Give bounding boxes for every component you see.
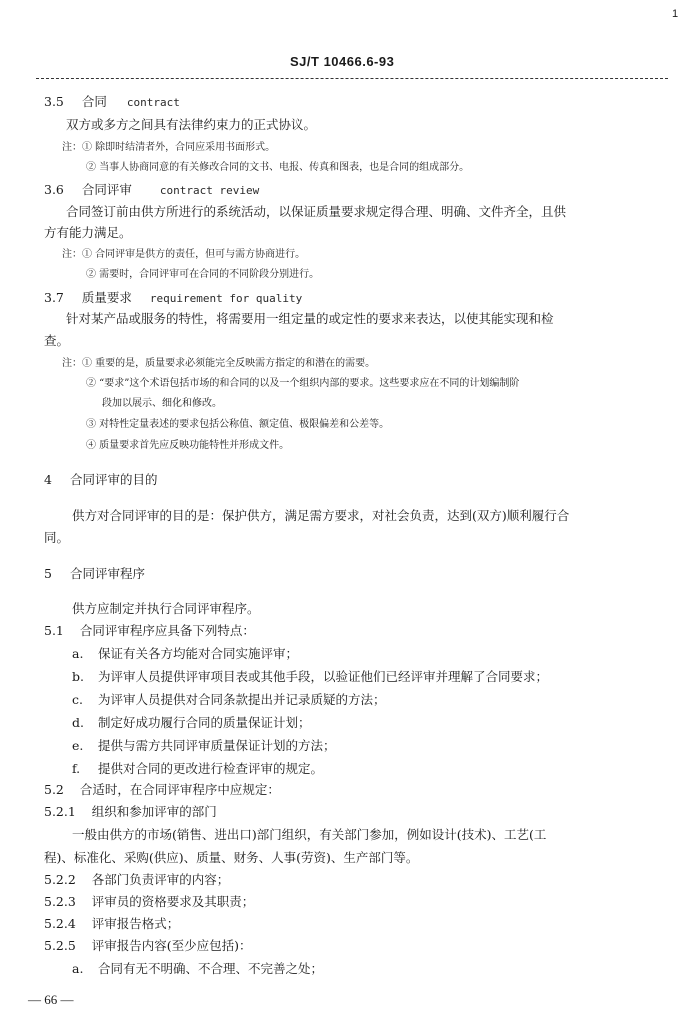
section-number: 3.6 [44,182,64,197]
note: ③ 对特性定量表述的要求包括公称值、额定值、极限偏差和公差等。 [86,419,390,430]
note-continuation: 段加以展示、细化和修改。 [102,398,222,409]
note: ④ 质量要求首先应反映功能特性并形成文件。 [86,440,290,451]
definition-line: 合同签订前由供方所进行的系统活动，以保证质量要求规定得合理、明确、文件齐全，且供 [66,204,567,219]
subsection-5-2-2 [44,872,229,888]
note [62,140,275,156]
subsection-5-2 [44,782,280,798]
list-item [72,761,323,777]
item-text: 提供对合同的更改进行检查评审的规定。 [98,761,324,776]
subsection-number: 5.2 [44,782,64,797]
item-text: 合同有无不明确、不合理、不完善之处； [98,961,324,976]
body-line: 供方对合同评审的目的是：保护供方，满足需方要求，对社会负责，达到(双方)顺利履行合 [72,508,570,523]
note [62,356,375,372]
section-title: 质量要求 [81,290,132,305]
subsection-number: 5.2.3 [44,894,76,909]
corner-mark: 1 [672,8,679,20]
subsection-5-1 [44,623,255,639]
section-number: 3.7 [44,290,64,305]
note-label: 注： [62,249,82,260]
page-number: — 66 — [28,992,74,1007]
section-number: 4 [44,472,52,487]
definition-line: 查。 [44,333,70,348]
section-number: 3.5 [44,94,64,109]
definition-line: 针对某产品或服务的特性，将需要用一组定量的或定性的要求来表达，以使其能实现和检 [66,311,554,326]
list-item [72,961,323,977]
section-3-5-heading [44,94,180,111]
item-letter: a. [72,646,84,661]
subsection-5-2-5 [44,938,252,954]
note-label: 注： [62,142,82,153]
note-text: ① 合同评审是供方的责任，但可与需方协商进行。 [82,249,306,260]
section-4-heading [44,472,157,488]
item-letter: e. [72,738,84,753]
item-text: 为评审人员提供对合同条款提出并记录质疑的方法； [98,692,386,707]
item-letter: f. [72,761,81,776]
note [62,247,305,263]
subsection-number: 5.2.2 [44,872,76,887]
note-text: ① 除即时结清者外，合同应采用书面形式。 [82,142,276,153]
item-letter: c. [72,692,83,707]
standard-code-header: SJ/T 10466.6-93 [290,54,395,69]
definition: 双方或多方之间具有法律约束力的正式协议。 [66,117,317,132]
subsection-number: 5.2.4 [44,916,76,931]
list-item [72,646,298,662]
item-letter: a. [72,961,84,976]
subsection-text: 各部门负责评审的内容； [91,872,230,887]
definition-line: 方有能力满足。 [44,225,132,240]
intro: 供方应制定并执行合同评审程序。 [72,601,260,616]
section-title: 合同评审程序 [69,566,145,581]
section-3-7-heading [44,290,302,307]
subsection-text: 合同评审程序应具备下列特点： [79,623,255,638]
note-label: 注： [62,358,82,369]
term-english: requirement for quality [149,292,303,305]
item-letter: d. [72,715,84,730]
subsection-text: 组织和参加评审的部门 [91,804,217,819]
subsection-number: 5.1 [44,623,64,638]
section-title: 合同评审 [81,182,132,197]
section-3-6-heading [44,182,259,199]
body-line: 一般由供方的市场(销售、进出口)部门组织，有关部门参加，例如设计(技术)、工艺(工 [72,827,547,842]
subsection-text: 评审员的资格要求及其职责； [91,894,255,909]
item-letter: b. [72,669,84,684]
section-title: 合同 [81,94,107,109]
section-title: 合同评审的目的 [69,472,158,487]
term-english: contract review [159,184,260,197]
body-line: 同。 [44,530,70,545]
subsection-5-2-1 [44,804,217,820]
note-text: ① 重要的是，质量要求必须能完全反映需方指定的和潜在的需要。 [82,358,376,369]
subsection-text: 合适时，在合同评审程序中应规定： [79,782,280,797]
note: ② 当事人协商同意的有关修改合同的文书、电报、传真和图表，也是合同的组成部分。 [86,162,470,173]
item-text: 制定好成功履行合同的质量保证计划； [98,715,311,730]
list-item [72,669,548,685]
section-number: 5 [44,566,52,581]
subsection-number: 5.2.1 [44,804,76,819]
note: ② “要求”这个术语包括市场的和合同的以及一个组织内部的要求。这些要求应在不同的计划编制阶 [86,378,520,389]
term-english: contract [126,96,180,109]
item-text: 保证有关各方均能对合同实施评审； [98,646,299,661]
subsection-number: 5.2.5 [44,938,76,953]
subsection-5-2-3 [44,894,254,910]
subsection-text: 评审报告内容(至少应包括)： [91,938,252,953]
subsection-text: 评审报告格式； [91,916,180,931]
note: ② 需要时，合同评审可在合同的不同阶段分别进行。 [86,269,320,280]
body-line: 程)、标准化、采购(供应)、质量、财务、人事(劳资)、生产部门等。 [44,850,419,865]
subsection-5-2-4 [44,916,179,932]
item-text: 为评审人员提供评审项目表或其他手段，以验证他们已经评审并理解了合同要求； [98,669,549,684]
list-item [72,738,336,754]
list-item [72,692,386,708]
item-text: 提供与需方共同评审质量保证计划的方法； [98,738,336,753]
list-item [72,715,311,731]
section-5-heading [44,566,145,582]
header-divider [36,78,668,79]
